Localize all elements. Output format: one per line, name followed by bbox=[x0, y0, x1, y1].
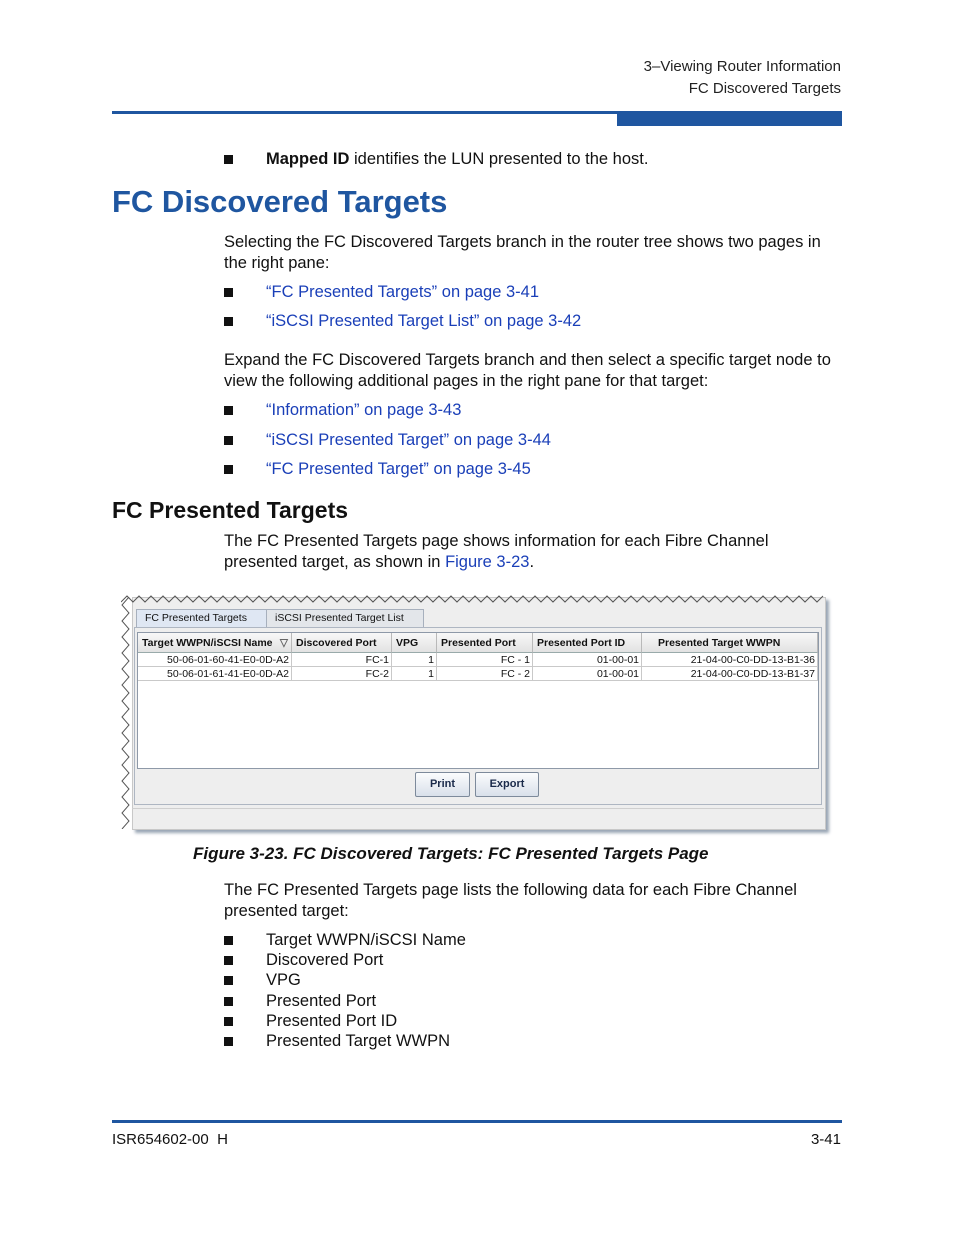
list-item bbox=[224, 1031, 450, 1051]
column-header-presented-target-wwpn[interactable]: Presented Target WWPN bbox=[642, 633, 818, 653]
column-header-discovered-port[interactable]: Discovered Port bbox=[292, 633, 392, 653]
section-title: FC Discovered Targets bbox=[112, 184, 448, 219]
header-section: FC Discovered Targets bbox=[688, 80, 841, 97]
link-item[interactable] bbox=[224, 430, 551, 450]
bullet-square-icon bbox=[224, 936, 233, 945]
list-item-label: VPG bbox=[266, 971, 301, 989]
link-iscsi-presented-target[interactable]: “iSCSI Presented Target” on page 3-44 bbox=[266, 431, 551, 449]
table-cell[interactable]: 21-04-00-C0-DD-13-B1-36 bbox=[642, 653, 818, 667]
link-item[interactable] bbox=[224, 459, 531, 479]
table-cell[interactable]: FC-1 bbox=[292, 653, 392, 667]
bullet-square-icon bbox=[224, 288, 233, 297]
column-header-presented-port-id[interactable]: Presented Port ID bbox=[533, 633, 642, 653]
bullet-square-icon bbox=[224, 436, 233, 445]
list-item bbox=[224, 970, 301, 990]
table-cell[interactable]: 50-06-01-61-41-E0-0D-A2 bbox=[138, 667, 292, 681]
link-information[interactable]: “Information” on page 3-43 bbox=[266, 401, 462, 419]
column-header-presented-port[interactable]: Presented Port bbox=[437, 633, 533, 653]
column-header-label: Target WWPN/iSCSI Name bbox=[142, 637, 273, 649]
table-cell[interactable]: 50-06-01-60-41-E0-0D-A2 bbox=[138, 653, 292, 667]
bullet-square-icon bbox=[224, 956, 233, 965]
bullet-square-icon bbox=[224, 406, 233, 415]
bullet-square-icon bbox=[224, 465, 233, 474]
bullet-square-icon bbox=[224, 1037, 233, 1046]
bullet-square-icon bbox=[224, 155, 233, 164]
paragraph-4: The FC Presented Targets page lists the following data for each Fibre Channel presented target: bbox=[224, 881, 797, 920]
paragraph-3 bbox=[224, 531, 844, 572]
export-button[interactable]: Export bbox=[475, 772, 539, 797]
link-item[interactable] bbox=[224, 282, 539, 302]
list-item-label: Discovered Port bbox=[266, 951, 384, 969]
footer-page-number: 3-41 bbox=[810, 1131, 841, 1148]
link-item[interactable] bbox=[224, 400, 461, 420]
subsection-title: FC Presented Targets bbox=[112, 497, 349, 523]
print-button[interactable]: Print bbox=[415, 772, 470, 797]
list-item-label: Target WWPN/iSCSI Name bbox=[266, 931, 466, 949]
paragraph-3-end: . bbox=[529, 552, 535, 571]
list-item-label: Presented Target WWPN bbox=[266, 1032, 451, 1050]
column-header-target-wwpn[interactable] bbox=[138, 633, 292, 653]
link-fc-presented-targets[interactable]: “FC Presented Targets” on page 3-41 bbox=[266, 283, 540, 301]
list-item bbox=[224, 1011, 397, 1031]
paragraph-1: Selecting the FC Discovered Targets branch in the router tree shows two pages in the right pane: bbox=[224, 233, 821, 272]
figure-divider bbox=[132, 808, 824, 809]
intro-bullet-term: Mapped ID bbox=[266, 150, 350, 168]
header-rule-accent bbox=[617, 111, 842, 126]
sort-descending-icon: ▽ bbox=[279, 637, 288, 649]
list-item bbox=[224, 991, 376, 1011]
paragraph-3-text: The FC Presented Targets page shows information for each Fibre Channel presented target, as shown in bbox=[224, 532, 769, 571]
tab-fc-presented-targets[interactable]: FC Presented Targets bbox=[136, 609, 267, 627]
table-cell[interactable]: FC-2 bbox=[292, 667, 392, 681]
link-figure-3-23[interactable]: Figure 3-23 bbox=[445, 552, 530, 571]
list-item bbox=[224, 930, 466, 950]
list-item-label: Presented Port ID bbox=[266, 1012, 398, 1030]
table-cell[interactable]: 1 bbox=[392, 667, 437, 681]
list-item bbox=[224, 950, 383, 970]
table-cell[interactable]: 01-00-01 bbox=[533, 667, 642, 681]
figure-caption: Figure 3-23. FC Discovered Targets: FC Presented Targets Page bbox=[193, 844, 709, 863]
link-iscsi-presented-target-list[interactable]: “iSCSI Presented Target List” on page 3-42 bbox=[266, 312, 582, 330]
list-item-label: Presented Port bbox=[266, 992, 377, 1010]
bullet-square-icon bbox=[224, 1017, 233, 1026]
header-chapter: 3–Viewing Router Information bbox=[643, 58, 841, 75]
table-cell[interactable]: FC - 1 bbox=[437, 653, 533, 667]
table-cell[interactable]: 21-04-00-C0-DD-13-B1-37 bbox=[642, 667, 818, 681]
bullet-square-icon bbox=[224, 317, 233, 326]
bullet-square-icon bbox=[224, 976, 233, 985]
table-cell[interactable]: FC - 2 bbox=[437, 667, 533, 681]
torn-edge-top bbox=[121, 593, 824, 603]
link-fc-presented-target[interactable]: “FC Presented Target” on page 3-45 bbox=[266, 460, 531, 478]
table-cell[interactable]: 1 bbox=[392, 653, 437, 667]
targets-table bbox=[137, 632, 819, 769]
bullet-square-icon bbox=[224, 997, 233, 1006]
link-item[interactable] bbox=[224, 311, 581, 331]
footer-doc-id: ISR654602-00 H bbox=[112, 1131, 228, 1148]
footer-rule bbox=[112, 1120, 842, 1123]
tab-iscsi-presented-target-list[interactable]: iSCSI Presented Target List bbox=[266, 609, 424, 627]
column-header-vpg[interactable]: VPG bbox=[392, 633, 437, 653]
table-cell[interactable]: 01-00-01 bbox=[533, 653, 642, 667]
intro-bullet bbox=[224, 149, 648, 169]
paragraph-2: Expand the FC Discovered Targets branch and then select a specific target node to view the following additional pages in the right pane for that target: bbox=[224, 351, 831, 390]
intro-bullet-text: identifies the LUN presented to the host. bbox=[349, 150, 649, 168]
torn-edge-left bbox=[119, 597, 133, 829]
